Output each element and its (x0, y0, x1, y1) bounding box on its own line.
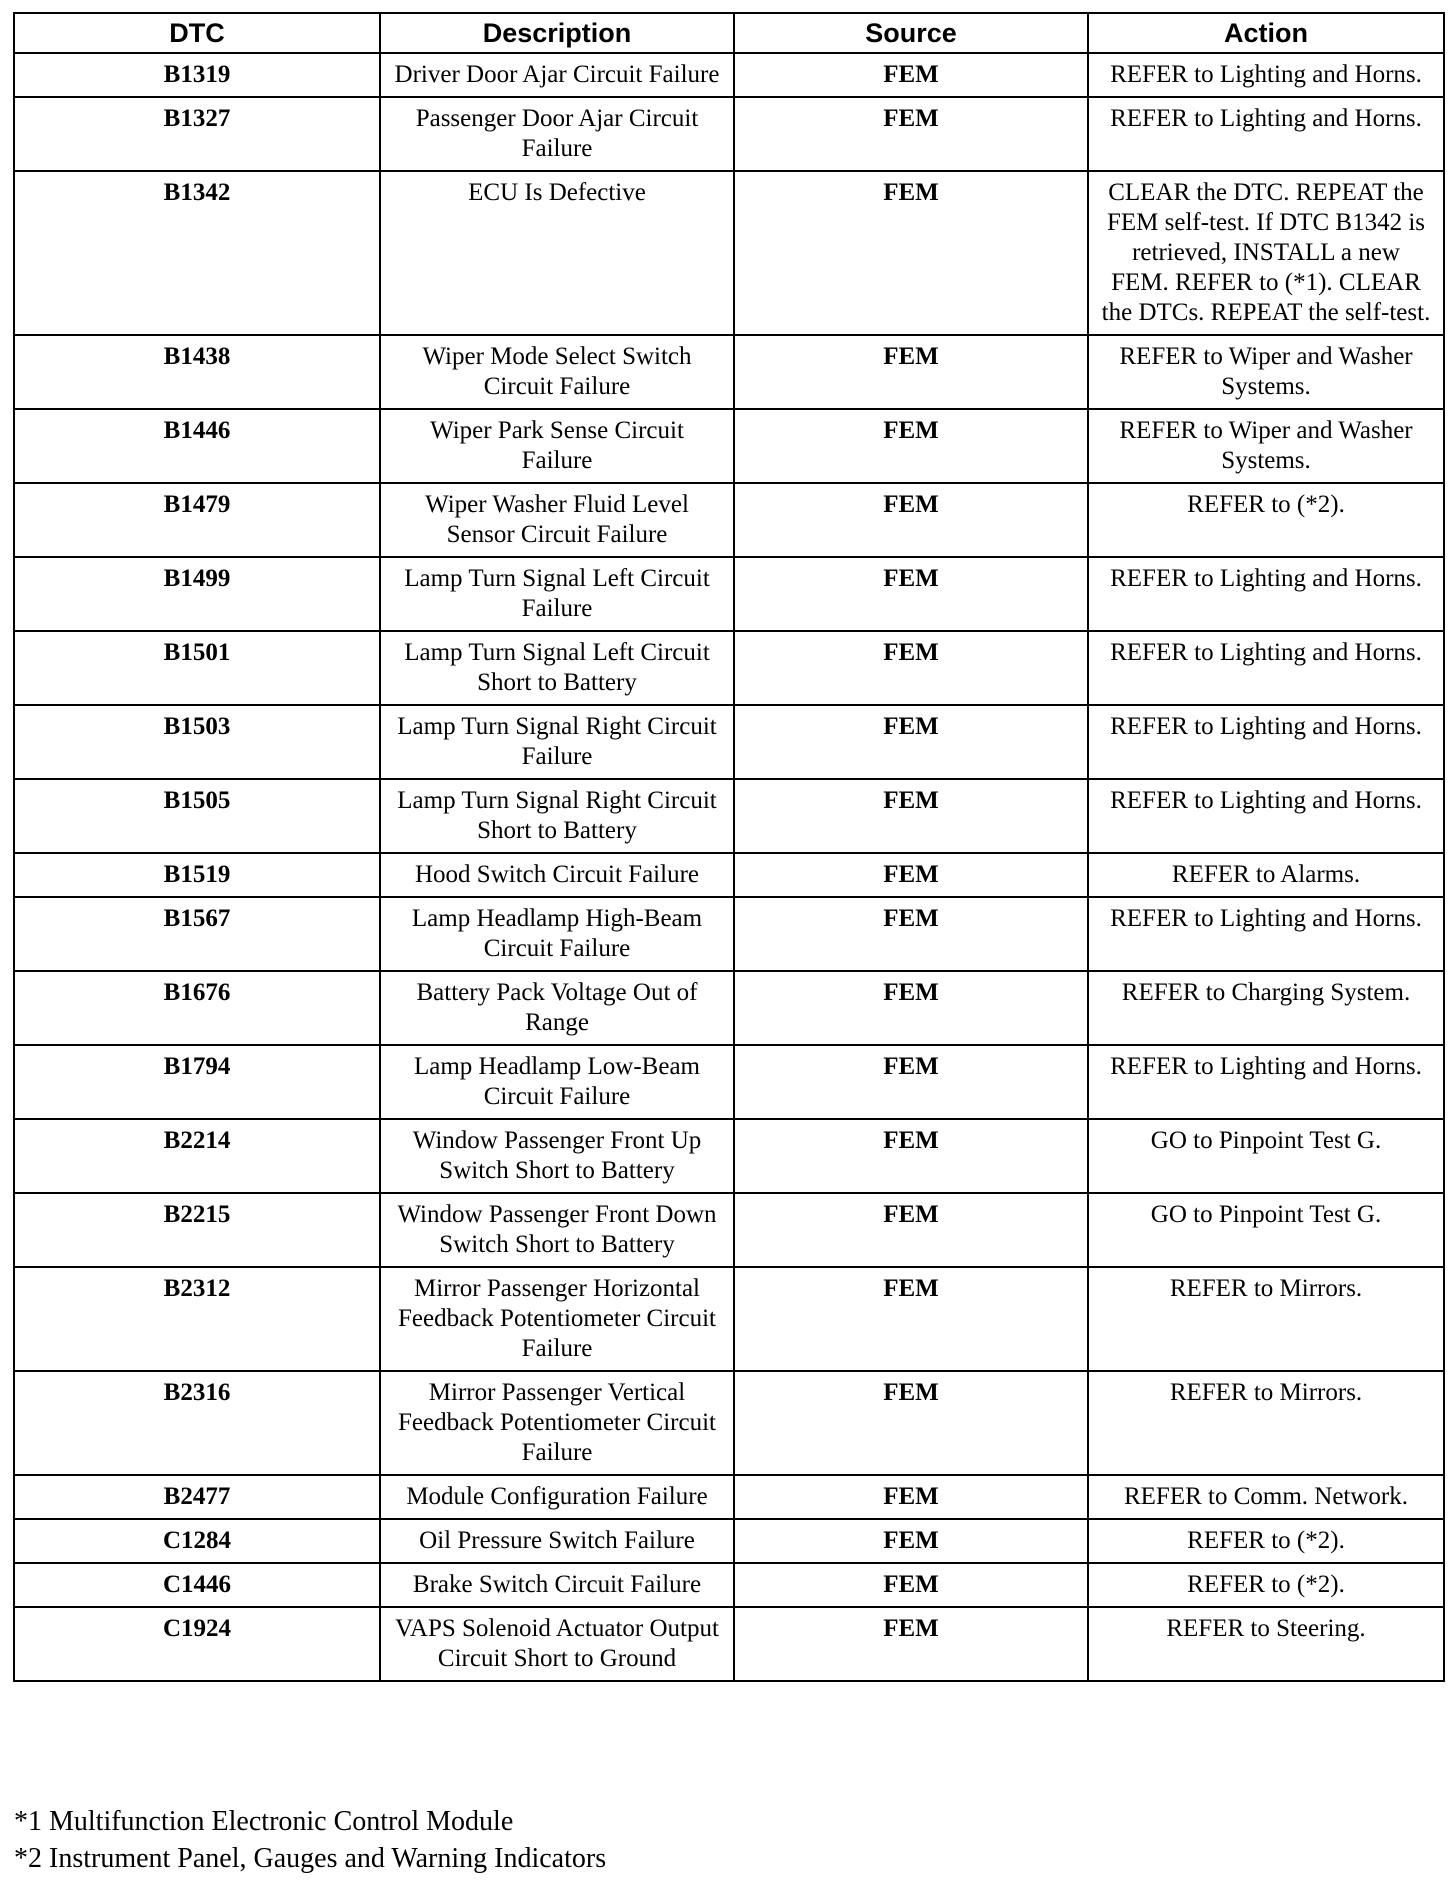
action-cell: REFER to Alarms. (1088, 853, 1444, 897)
table-row (14, 1045, 1444, 1119)
header-action: Action (1088, 13, 1444, 53)
source-cell: FEM (734, 1119, 1088, 1193)
action-cell: REFER to Lighting and Horns. (1088, 631, 1444, 705)
source-cell: FEM (734, 1475, 1088, 1519)
table-row (14, 705, 1444, 779)
table-row (14, 1193, 1444, 1267)
footnotes (14, 1803, 606, 1877)
description-cell: Passenger Door Ajar Circuit Failure (380, 97, 734, 171)
source-cell: FEM (734, 779, 1088, 853)
dtc-cell: B1505 (14, 779, 380, 853)
description-cell: Wiper Washer Fluid Level Sensor Circuit Failure (380, 483, 734, 557)
source-cell: FEM (734, 171, 1088, 335)
source-cell: FEM (734, 335, 1088, 409)
dtc-cell: B1567 (14, 897, 380, 971)
table-row (14, 1563, 1444, 1607)
action-cell: REFER to (*2). (1088, 1519, 1444, 1563)
description-cell: Lamp Turn Signal Right Circuit Short to Battery (380, 779, 734, 853)
table-body (14, 53, 1444, 1681)
action-cell: REFER to (*2). (1088, 1563, 1444, 1607)
action-cell: REFER to Lighting and Horns. (1088, 557, 1444, 631)
source-cell: FEM (734, 631, 1088, 705)
dtc-cell: C1284 (14, 1519, 380, 1563)
table-row (14, 1119, 1444, 1193)
table-row (14, 1371, 1444, 1475)
footnote-2: *2 Instrument Panel, Gauges and Warning Indicators (14, 1843, 607, 1874)
dtc-cell: B2215 (14, 1193, 380, 1267)
source-cell: FEM (734, 53, 1088, 97)
action-cell: REFER to Mirrors. (1088, 1371, 1444, 1475)
description-cell: Wiper Mode Select Switch Circuit Failure (380, 335, 734, 409)
dtc-cell: B1342 (14, 171, 380, 335)
source-cell: FEM (734, 1563, 1088, 1607)
description-cell: Oil Pressure Switch Failure (380, 1519, 734, 1563)
dtc-cell: B1438 (14, 335, 380, 409)
description-cell: Brake Switch Circuit Failure (380, 1563, 734, 1607)
source-cell: FEM (734, 1045, 1088, 1119)
dtc-cell: B2312 (14, 1267, 380, 1371)
description-cell: ECU Is Defective (380, 171, 734, 335)
description-cell: Mirror Passenger Horizontal Feedback Potentiometer Circuit Failure (380, 1267, 734, 1371)
dtc-cell: B2477 (14, 1475, 380, 1519)
description-cell: Lamp Turn Signal Left Circuit Short to Battery (380, 631, 734, 705)
table-row (14, 335, 1444, 409)
dtc-cell: B1503 (14, 705, 380, 779)
source-cell: FEM (734, 1607, 1088, 1681)
dtc-table (13, 12, 1445, 1682)
description-cell: Lamp Headlamp High-Beam Circuit Failure (380, 897, 734, 971)
description-cell: Lamp Headlamp Low-Beam Circuit Failure (380, 1045, 734, 1119)
table-row (14, 1607, 1444, 1681)
table-row (14, 853, 1444, 897)
action-cell: REFER to Wiper and Washer Systems. (1088, 335, 1444, 409)
action-cell: REFER to Lighting and Horns. (1088, 897, 1444, 971)
action-cell: REFER to Comm. Network. (1088, 1475, 1444, 1519)
table-row (14, 557, 1444, 631)
source-cell: FEM (734, 483, 1088, 557)
dtc-cell: B1794 (14, 1045, 380, 1119)
table-row (14, 171, 1444, 335)
source-cell: FEM (734, 409, 1088, 483)
description-cell: Hood Switch Circuit Failure (380, 853, 734, 897)
action-cell: REFER to Steering. (1088, 1607, 1444, 1681)
table-row (14, 971, 1444, 1045)
header-description: Description (380, 13, 734, 53)
source-cell: FEM (734, 853, 1088, 897)
header-dtc: DTC (14, 13, 380, 53)
footnote-1: *1 Multifunction Electronic Control Module (14, 1806, 514, 1837)
dtc-cell: B1319 (14, 53, 380, 97)
dtc-cell: B1519 (14, 853, 380, 897)
source-cell: FEM (734, 1371, 1088, 1475)
dtc-cell: B1479 (14, 483, 380, 557)
description-cell: Battery Pack Voltage Out of Range (380, 971, 734, 1045)
source-cell: FEM (734, 97, 1088, 171)
dtc-cell: B2214 (14, 1119, 380, 1193)
action-cell: REFER to Lighting and Horns. (1088, 779, 1444, 853)
action-cell: GO to Pinpoint Test G. (1088, 1119, 1444, 1193)
dtc-cell: C1924 (14, 1607, 380, 1681)
action-cell: GO to Pinpoint Test G. (1088, 1193, 1444, 1267)
description-cell: Module Configuration Failure (380, 1475, 734, 1519)
action-cell: REFER to Lighting and Horns. (1088, 1045, 1444, 1119)
dtc-cell: B1501 (14, 631, 380, 705)
header-source: Source (734, 13, 1088, 53)
table-row (14, 779, 1444, 853)
table-row (14, 1475, 1444, 1519)
table-row (14, 631, 1444, 705)
table-header-row (14, 13, 1444, 53)
source-cell: FEM (734, 971, 1088, 1045)
table-row (14, 409, 1444, 483)
source-cell: FEM (734, 1267, 1088, 1371)
description-cell: Mirror Passenger Vertical Feedback Potentiometer Circuit Failure (380, 1371, 734, 1475)
action-cell: CLEAR the DTC. REPEAT the FEM self-test. If DTC B1342 is retrieved, INSTALL a new FEM. REFER to (*1). CLEAR the DTCs. REPEAT the self-test. (1088, 171, 1444, 335)
description-cell: Driver Door Ajar Circuit Failure (380, 53, 734, 97)
source-cell: FEM (734, 705, 1088, 779)
table-row (14, 897, 1444, 971)
description-cell: Lamp Turn Signal Left Circuit Failure (380, 557, 734, 631)
table-row (14, 1519, 1444, 1563)
dtc-cell: B1499 (14, 557, 380, 631)
action-cell: REFER to Lighting and Horns. (1088, 705, 1444, 779)
source-cell: FEM (734, 897, 1088, 971)
description-cell: Wiper Park Sense Circuit Failure (380, 409, 734, 483)
action-cell: REFER to Lighting and Horns. (1088, 97, 1444, 171)
dtc-cell: B1327 (14, 97, 380, 171)
dtc-cell: B1676 (14, 971, 380, 1045)
table-row (14, 483, 1444, 557)
table-row (14, 97, 1444, 171)
description-cell: Window Passenger Front Down Switch Short to Battery (380, 1193, 734, 1267)
source-cell: FEM (734, 1519, 1088, 1563)
table-row (14, 1267, 1444, 1371)
action-cell: REFER to Charging System. (1088, 971, 1444, 1045)
action-cell: REFER to Wiper and Washer Systems. (1088, 409, 1444, 483)
description-cell: Lamp Turn Signal Right Circuit Failure (380, 705, 734, 779)
description-cell: VAPS Solenoid Actuator Output Circuit Short to Ground (380, 1607, 734, 1681)
source-cell: FEM (734, 1193, 1088, 1267)
dtc-cell: B1446 (14, 409, 380, 483)
action-cell: REFER to (*2). (1088, 483, 1444, 557)
action-cell: REFER to Lighting and Horns. (1088, 53, 1444, 97)
source-cell: FEM (734, 557, 1088, 631)
description-cell: Window Passenger Front Up Switch Short to Battery (380, 1119, 734, 1193)
dtc-cell: C1446 (14, 1563, 380, 1607)
table-row (14, 53, 1444, 97)
action-cell: REFER to Mirrors. (1088, 1267, 1444, 1371)
dtc-cell: B2316 (14, 1371, 380, 1475)
